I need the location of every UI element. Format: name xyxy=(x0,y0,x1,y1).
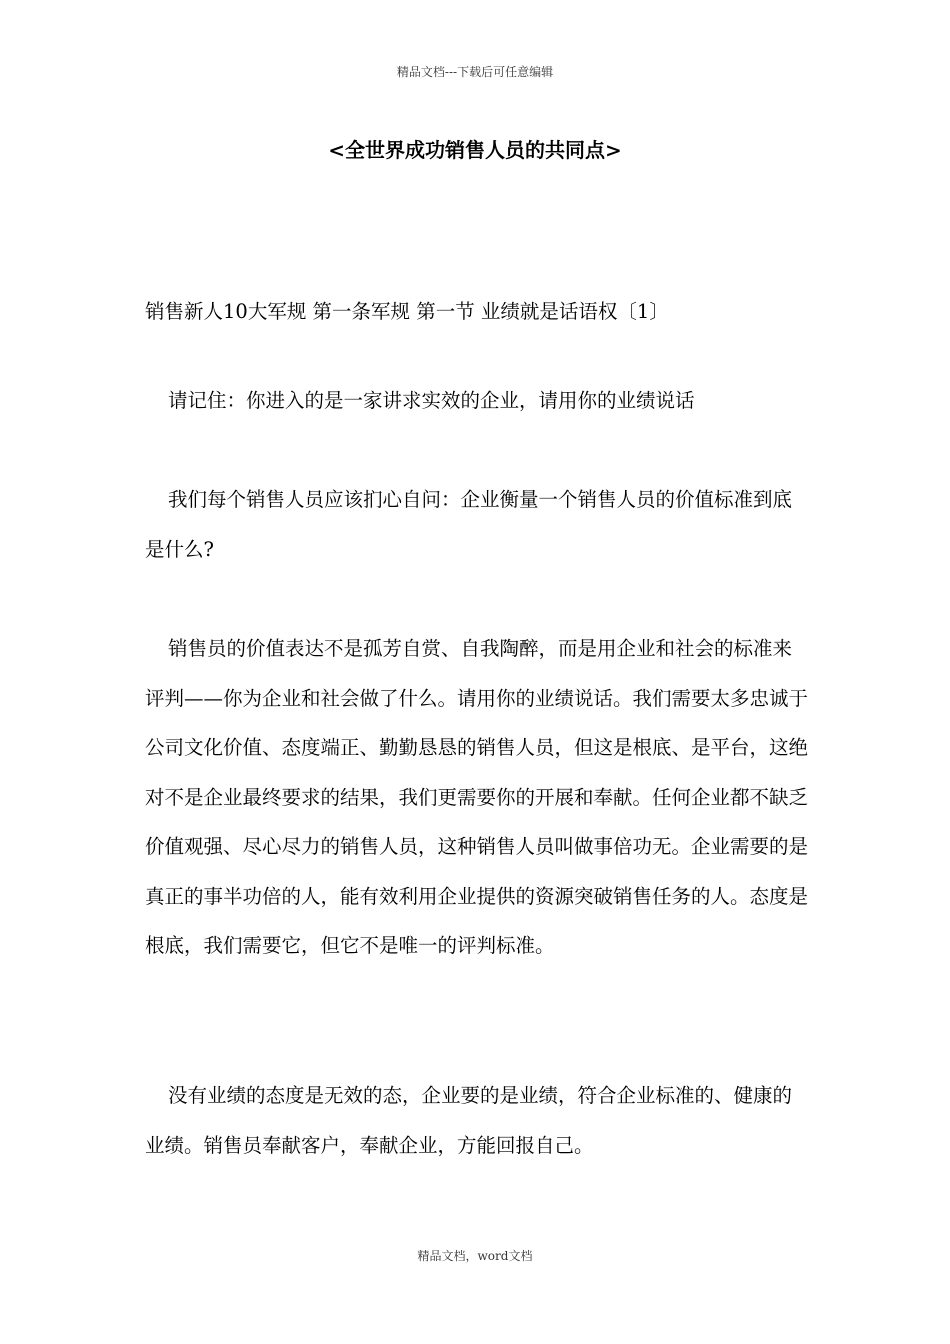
section-heading: 销售新人10大军规 第一条军规 第一节 业绩就是话语权〔1〕 xyxy=(145,300,669,323)
paragraph-2: 我们每个销售人员应该扪心自问：企业衡量一个销售人员的价值标准到底是什么? xyxy=(145,488,793,561)
document-title: <全世界成功销售人员的共同点> xyxy=(328,138,622,162)
page-header: 精品文档---下载后可任意编辑 xyxy=(396,65,554,79)
paragraph-3: 销售员的价值表达不是孤芳自赏、自我陶醉，而是用企业和社会的标准来评判——你为企业和社会做了什么。请用你的业绩说话。我们需要太多忠诚于公司文化价值、态度端正、勤勤恳恳的销售人员，但这是根底、是平台，这绝对不是企业最终要求的结果，我们更需要你的开展和奉献。任何企业都不缺乏价值观强、尽心尽力的销售人员，这种销售人员叫做事倍功无。企业需要的是真正的事半功倍的人，能有效利用企业提供的资源突破销售任务的人。态度是根底，我们需要它，但它不是唯一的评判标准。 xyxy=(145,637,809,957)
page-footer: 精品文档，word文档 xyxy=(417,1249,533,1263)
paragraph-1: 请记住：你进入的是一家讲求实效的企业，请用你的业绩说话 xyxy=(168,389,695,412)
paragraph-4: 没有业绩的态度是无效的态，企业要的是业绩，符合企业标准的、健康的业绩。销售员奉献客户，奉献企业，方能回报自己。 xyxy=(145,1084,793,1157)
